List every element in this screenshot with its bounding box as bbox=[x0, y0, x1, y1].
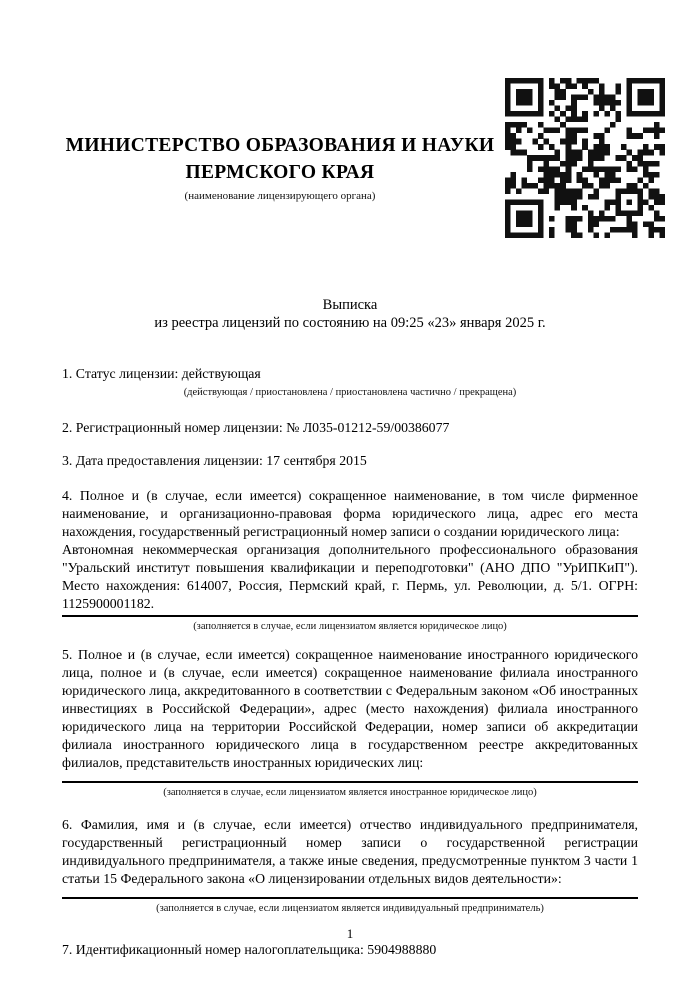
ministry-caption: (наименование лицензирующего органа) bbox=[184, 190, 376, 202]
item-4-caption: (заполняется в случае, если лицензиатом является юридическое лицо) bbox=[193, 621, 507, 632]
ministry-name-line1: МИНИСТЕРСТВО ОБРАЗОВАНИЯ И НАУКИ bbox=[65, 135, 495, 156]
document-title bbox=[62, 296, 638, 332]
item-5-text: 5. Полное и (в случае, если имеется) сокращенное наименование иностранного юридического лица, полное и (в случае, если имеется) сокращенное наименование филиала иностранного юридического лица, аккредитованного в соответствии с Федеральным законом «Об иностранных инвестициях в Российской Федерации», адрес (место нахождения) филиала иностранного юридического лица на территории Российской Федерации, номер записи об аккредитации филиала иностранного юридического лица в государственном реестре аккредитованных филиалов, представительств иностранных юридических лиц: bbox=[62, 647, 638, 770]
item-4-text: 4. Полное и (в случае, если имеется) сокращенное наименование, в том числе фирменное наименование, и организационно-правовая форма юридического лица, адрес его места нахождения, государственный регистрационный номер записи о создании юридического лица: bbox=[62, 488, 638, 539]
fill-in-line bbox=[62, 781, 638, 783]
ministry-header bbox=[57, 132, 503, 203]
item-3-license-date: 3. Дата предоставления лицензии: 17 сентября 2015 bbox=[62, 453, 367, 468]
item-1-caption: (действующая / приостановлена / приостановлена частично / прекращена) bbox=[183, 387, 517, 398]
item-1-text: 1. Статус лицензии: действующая bbox=[62, 366, 261, 381]
qr-code-icon bbox=[505, 78, 665, 238]
item-1-license-status bbox=[62, 365, 638, 399]
item-5-foreign-entity bbox=[62, 646, 638, 799]
page-number: 1 bbox=[346, 926, 354, 941]
item-4-value: Автономная некоммерческая организация дополнительного профессионального образования "Уральский институт повышения квалификации и переподготовки" (АНО ДПО "УрИПКиП"). Место нахождения: 614007, Россия, Пермский край, г. Пермь, ул. Революции, д. 5/1. ОГРН: 1125900001182. bbox=[62, 542, 638, 611]
item-6-caption: (заполняется в случае, если лицензиатом является индивидуальный предприниматель) bbox=[156, 903, 544, 914]
fill-in-line bbox=[62, 615, 638, 617]
fill-in-line bbox=[62, 897, 638, 899]
item-7-taxpayer-number: 7. Идентификационный номер налогоплательщика: 5904988880 bbox=[62, 942, 437, 957]
item-5-caption: (заполняется в случае, если лицензиатом является иностранное юридическое лицо) bbox=[163, 787, 537, 798]
ministry-name-line2: ПЕРМСКОГО КРАЯ bbox=[185, 162, 375, 183]
item-2-registration-number: 2. Регистрационный номер лицензии: № Л035-01212-59/00386077 bbox=[62, 420, 450, 435]
document-title-line1: Выписка bbox=[322, 297, 378, 313]
item-6-entrepreneur bbox=[62, 816, 638, 915]
item-6-text: 6. Фамилия, имя и (в случае, если имеется) отчество индивидуального предпринимателя, государственный регистрационный номер записи о государственной регистрации индивидуального предпринимателя, а также иные сведения, предусмотренные пунктом 3 части 1 статьи 15 Федерального закона «О лицензировании отдельных видов деятельности»: bbox=[62, 817, 638, 886]
item-4-legal-entity bbox=[62, 487, 638, 633]
document-title-line2: из реестра лицензий по состоянию на 09:25 «23» января 2025 г. bbox=[154, 315, 546, 331]
document-body bbox=[62, 296, 638, 959]
